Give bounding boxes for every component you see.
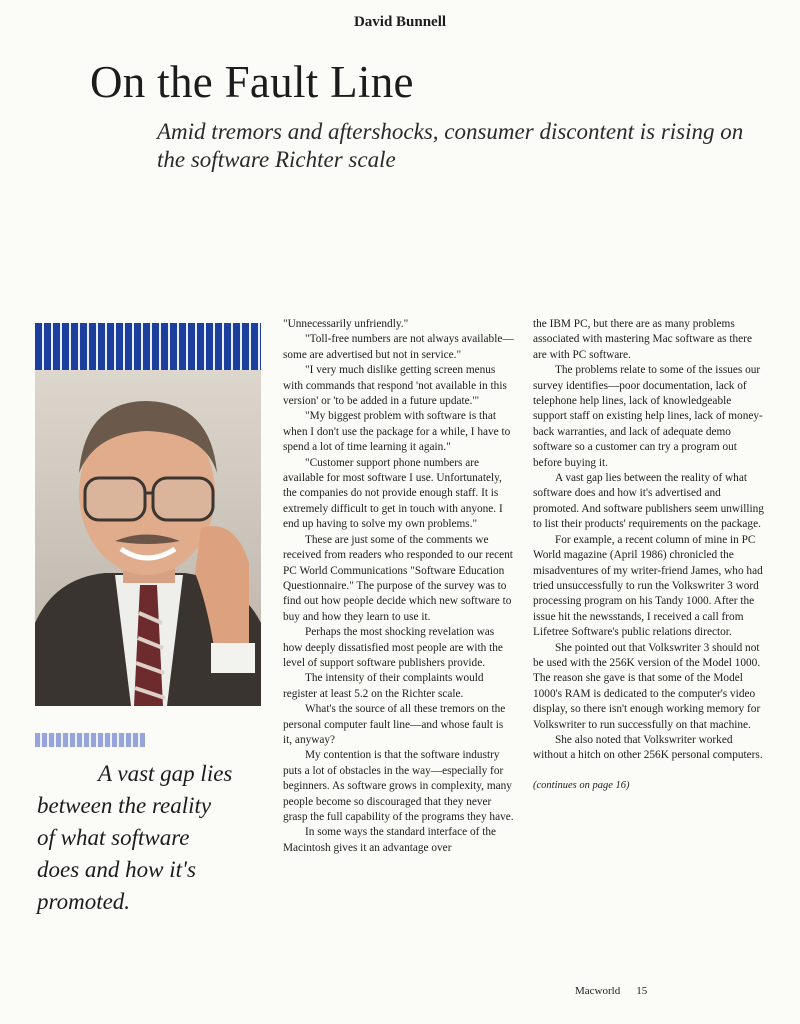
paragraph: In some ways the standard interface of the Macintosh gives it an advantage over (283, 826, 497, 854)
body-column-2 (533, 317, 765, 793)
paragraph: the IBM PC, but there are as many problems associated with mastering Mac software as there are with PC software. (533, 318, 752, 361)
paragraph: A vast gap lies between the reality of what software does and how it's advertised and promoted. And software publishers seem unwilling to list their products' requirements on the package. (533, 472, 764, 531)
decorative-stripes (35, 323, 261, 370)
pull-quote-line: does and how it's (37, 857, 196, 882)
pull-quote-line: of what software (37, 825, 190, 850)
pull-quote-line: promoted. (37, 889, 131, 914)
paragraph: The intensity of their complaints would register at least 5.2 on the Richter scale. (283, 672, 484, 700)
paragraph: The problems relate to some of the issues our survey identifies—poor documentation, lack of telephone help lines, lack of knowledgeable support staff on existing help lines, lack of money-back warranties, and lack of adequate demo software so a customer can try a program out before buying it. (533, 364, 763, 469)
paragraph: "Customer support phone numbers are available for most software I use. Unfortunately, the companies do not provide enough staff. It is extremely difficult to get in touch with anyone. I end up having to solve my own problems." (283, 456, 503, 531)
page-number: 15 (636, 985, 648, 997)
pull-quote-line: A vast gap lies (98, 761, 233, 786)
paragraph: These are just some of the comments we received from readers who responded to our recent PC World Communications "Software Education Questionnaire." The purpose of the survey was to find out how people decide which new software to buy and how they learn to use it. (283, 533, 513, 623)
decorative-stripes-small (35, 733, 145, 747)
portrait-illustration (35, 323, 261, 706)
paragraph: She also noted that Volkswriter worked without a hitch on other 256K personal computers. (533, 733, 763, 762)
body-column-1 (283, 317, 515, 856)
paragraph: For example, a recent column of mine in PC World magazine (April 1986) chronicled the misadventures of my writer-friend James, who had tried unsuccessfully to run the Volkswriter 3 word processing program on his Tandy 1000. After the issue hit the newsstands, I received a call from Lifetree Software's public relations director. (533, 533, 763, 639)
paragraph: "I very much dislike getting screen menus with commands that respond 'not available in this version' or 'to be added in a future update.'" (283, 364, 507, 408)
paragraph: "My biggest problem with software is that when I don't use the package for a while, I have to spend a lot of time learning it again." (283, 410, 511, 454)
magazine-name: Macworld (575, 985, 621, 997)
pull-quote-line: between the reality (37, 793, 212, 818)
article-deck: Amid tremors and aftershocks, consumer discontent is rising on the software Richter scale (157, 119, 744, 172)
paragraph: She pointed out that Volkswriter 3 should not be used with the 256K version of the Model 1000. The reason she gave is that some of the Model 1000's RAM is dedicated to the computer's video display, so there isn't enough working memory for Volkswriter to run successfully on that machine. (533, 641, 761, 731)
paragraph: Perhaps the most shocking revelation was how deeply dissatisfied most people are with the level of support software publishers provide. (283, 626, 503, 669)
page-folio (575, 985, 663, 997)
paragraph: "Toll-free numbers are not always available—some are advertised but not in service." (283, 333, 514, 361)
pull-quote (37, 758, 262, 918)
paragraph: "Unnecessarily unfriendly." (283, 318, 409, 330)
continues-note: (continues on page 16) (533, 779, 630, 791)
paragraph: My contention is that the software industry puts a lot of obstacles in the way—especially for beginners. As software grows in complexity, many people become so discouraged that they never grasp the full capability of the programs they have. (283, 749, 514, 823)
byline: David Bunnell (353, 14, 447, 30)
paragraph: What's the source of all these tremors on the personal computer fault line—and whose fault is it, anyway? (283, 703, 506, 746)
article-title: On the Fault Line (90, 57, 414, 107)
author-photo (35, 323, 261, 706)
